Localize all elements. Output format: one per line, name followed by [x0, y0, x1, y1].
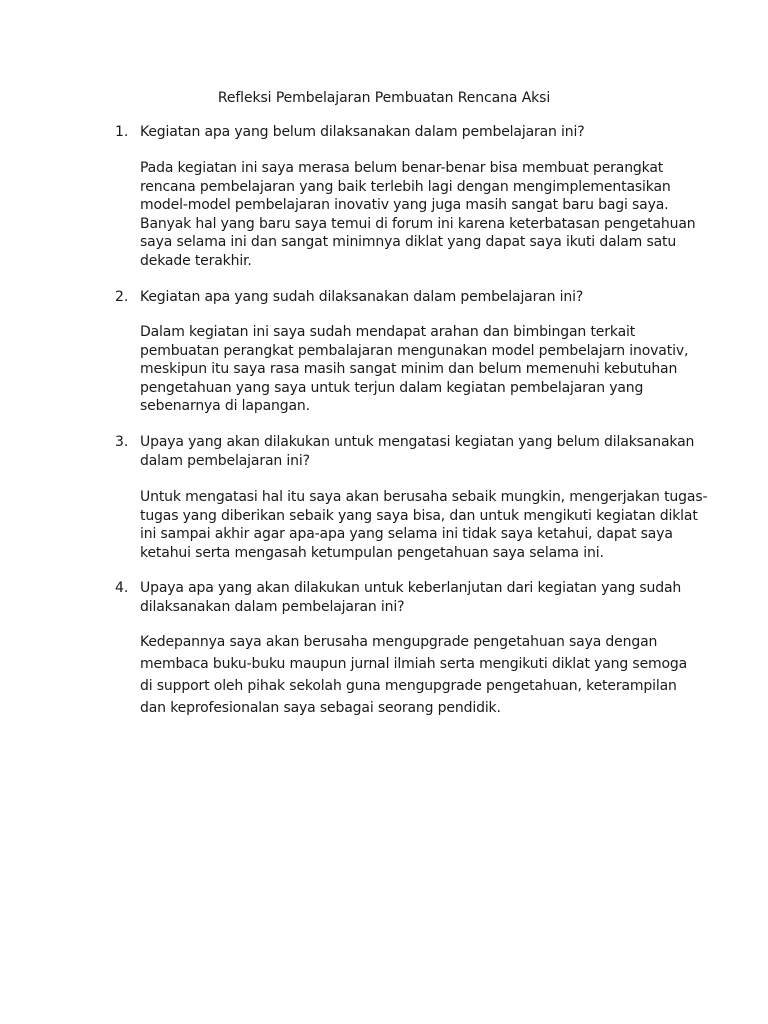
answer-line: Banyak hal yang baru saya temui di forum ini karena keterbatasan pengetahuan [140, 215, 696, 232]
answer-line: ketahui serta mengasah ketumpulan pengetahuan saya selama ini. [140, 544, 604, 561]
question-line: Kegiatan apa yang sudah dilaksanakan dalam pembelajaran ini? [140, 289, 584, 305]
question-4 [140, 579, 680, 616]
item-number: 4. [115, 580, 129, 596]
answer-line: membaca buku-buku maupun jurnal ilmiah serta mengikuti diklat yang semoga [140, 656, 688, 672]
question-line: dalam pembelajaran ini? [140, 452, 310, 469]
answer-line: meskipun itu saya rasa masih sangat minim dan belum memenuhi kebutuhan [140, 361, 678, 377]
answer-1 [140, 159, 696, 270]
answer-line: di support oleh pihak sekolah guna mengupgrade pengetahuan, keterampilan [140, 678, 677, 694]
question-3 [140, 433, 695, 470]
question-line: dilaksanakan dalam pembelajaran ini? [140, 598, 405, 615]
answer-line: pengetahuan yang saya untuk terjun dalam kegiatan pembelajaran yang [140, 379, 644, 396]
answer-line: Dalam kegiatan ini saya sudah mendapat arahan dan bimbingan terkait [140, 324, 636, 340]
item-number: 1. [115, 124, 129, 140]
answer-3 [140, 488, 708, 562]
question-1 [140, 123, 680, 142]
document-title: Refleksi Pembelajaran Pembuatan Rencana Aksi [217, 90, 551, 106]
question-2 [140, 288, 680, 307]
item-number: 3. [115, 434, 129, 450]
answer-line: Untuk mengatasi hal itu saya akan berusaha sebaik mungkin, mengerjakan tugas- [140, 489, 708, 505]
answer-line: tugas yang diberikan sebaik yang saya bisa, dan untuk mengikuti kegiatan diklat [140, 507, 698, 524]
answer-line: model-model pembelajaran inovativ yang juga masih sangat baru bagi saya. [140, 197, 669, 213]
answer-4 [140, 631, 688, 719]
answer-line: sebenarnya di lapangan. [140, 398, 310, 414]
answer-line: dan keprofesionalan saya sebagai seorang pendidik. [140, 700, 501, 716]
question-line: Upaya yang akan dilakukan untuk mengatasi kegiatan yang belum dilaksanakan [140, 434, 695, 450]
answer-line: pembuatan perangkat pembalajaran mengunakan model pembelajarn inovativ, [140, 342, 689, 359]
answer-line: Pada kegiatan ini saya merasa belum benar-benar bisa membuat perangkat [140, 160, 664, 176]
answer-line: saya selama ini dan sangat minimnya diklat yang dapat saya ikuti dalam satu [140, 234, 677, 250]
answer-line: rencana pembelajaran yang baik terlebih lagi dengan mengimplementasikan [140, 178, 671, 195]
answer-2 [140, 323, 689, 416]
question-line: Kegiatan apa yang belum dilaksanakan dalam pembelajaran ini? [140, 124, 585, 140]
question-line: Upaya apa yang akan dilakukan untuk keberlanjutan dari kegiatan yang sudah [140, 580, 682, 596]
answer-line: ini sampai akhir agar apa-apa yang selama ini tidak saya ketahui, dapat saya [140, 526, 673, 542]
item-number: 2. [115, 289, 129, 305]
answer-line: dekade terakhir. [140, 252, 252, 269]
answer-line: Kedepannya saya akan berusaha mengupgrade pengetahuan saya dengan [140, 634, 658, 650]
